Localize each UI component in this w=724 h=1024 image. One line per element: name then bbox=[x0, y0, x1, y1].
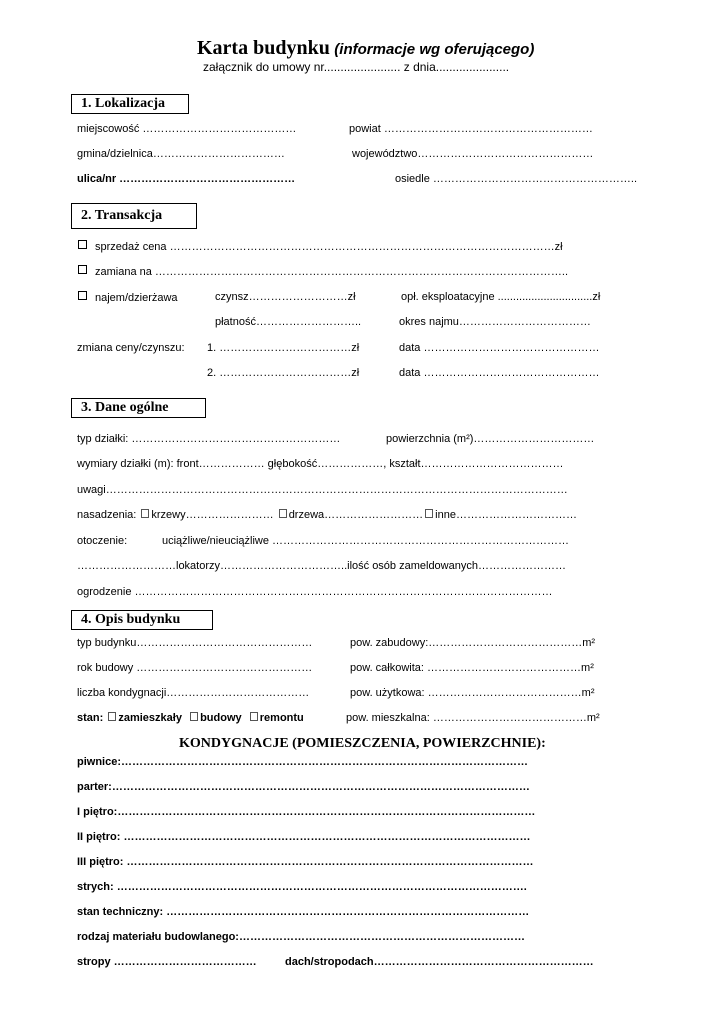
field-ulica[interactable]: ulica/nr ………………………………………… bbox=[77, 173, 296, 185]
field-pow-mieszkalna[interactable]: pow. mieszkalna: ……………………………………m² bbox=[346, 712, 600, 724]
option-sprzedaz-label: sprzedaż cena ……………………………………………………………………………………………zł bbox=[95, 241, 563, 253]
field-zmiana-2[interactable]: 2. ………………………………zł bbox=[207, 367, 360, 379]
field-wojewodztwo[interactable]: województwo………………………………………… bbox=[352, 148, 594, 160]
stan-label: stan: bbox=[77, 712, 104, 724]
field-okres-najmu[interactable]: okres najmu……………………………… bbox=[399, 316, 591, 328]
krzewy-label: krzewy…………………… bbox=[151, 509, 274, 521]
checkbox-inne[interactable] bbox=[425, 509, 433, 518]
field-lokatorzy[interactable]: ………………………lokatorzy……………………………..ilość osób zameldowanych…………………… bbox=[77, 560, 566, 572]
field-strych[interactable]: strych: …………………………………………………………………………………………………. bbox=[77, 881, 527, 893]
checkbox-krzewy[interactable] bbox=[141, 509, 149, 518]
section-dane-ogolne-header: 3. Dane ogólne bbox=[71, 398, 206, 418]
field-zmiana-1[interactable]: 1. ………………………………zł bbox=[207, 342, 360, 354]
field-gmina[interactable]: gmina/dzielnica……………………………… bbox=[77, 148, 285, 160]
field-rok-budowy[interactable]: rok budowy ………………………………………… bbox=[77, 662, 313, 674]
checkbox-remontu[interactable] bbox=[250, 712, 258, 721]
field-osiedle[interactable]: osiedle ……………………………………………….. bbox=[395, 173, 638, 185]
section-transakcja-header: 2. Transakcja bbox=[71, 203, 197, 229]
field-pietro-3[interactable]: III piętro: ………………………………………………………………………………………………… bbox=[77, 856, 534, 868]
field-data-1[interactable]: data ………………………………………… bbox=[399, 342, 600, 354]
field-parter[interactable]: parter:…………………………………………………………………………………………………… bbox=[77, 781, 530, 793]
checkbox-najem[interactable] bbox=[78, 291, 87, 300]
label-zmiana-ceny: zmiana ceny/czynszu: bbox=[77, 342, 185, 354]
field-oplaty[interactable]: opł. eksploatacyjne ...............................zł bbox=[401, 291, 601, 303]
title-note: (informacje wg oferującego) bbox=[334, 41, 535, 58]
field-uwagi[interactable]: uwagi……………………………………………………………………………………………………………… bbox=[77, 484, 568, 496]
budowy-label: budowy bbox=[200, 712, 242, 724]
field-data-2[interactable]: data ………………………………………… bbox=[399, 367, 600, 379]
label-otoczenie: otoczenie: bbox=[77, 535, 128, 547]
field-pow-calkowita[interactable]: pow. całkowita: ……………………………………m² bbox=[350, 662, 594, 674]
option-zamiana-label: zamiana na ………………………………………………………………………………………………….. bbox=[95, 266, 569, 278]
field-platnosc[interactable]: płatność……………………….. bbox=[215, 316, 362, 328]
field-pietro-2[interactable]: II piętro: ………………………………………………………………………………………………… bbox=[77, 831, 531, 843]
field-liczba-kondygnacji[interactable]: liczba kondygnacji………………………………… bbox=[77, 687, 310, 699]
nasadzenia-label: nasadzenia: bbox=[77, 509, 137, 521]
field-stropy[interactable]: stropy ………………………………… bbox=[77, 956, 257, 968]
option-najem-label: najem/dzierżawa bbox=[95, 292, 178, 304]
field-miejscowosc[interactable]: miejscowość …………………………………… bbox=[77, 123, 297, 135]
field-powiat[interactable]: powiat ………………………………………………… bbox=[349, 123, 593, 135]
field-czynsz[interactable]: czynsz………………………zł bbox=[215, 291, 356, 303]
inne-label: inne…………………………… bbox=[435, 509, 577, 521]
section-lokalizacja-header: 1. Lokalizacja bbox=[71, 94, 189, 114]
section-opis-budynku-header: 4. Opis budynku bbox=[71, 610, 213, 630]
field-ogrodzenie[interactable]: ogrodzenie …………………………………………………………………………………………………… bbox=[77, 586, 553, 598]
checkbox-zamieszkaly[interactable] bbox=[108, 712, 116, 721]
field-stan bbox=[77, 712, 304, 724]
field-pietro-1[interactable]: I piętro:…………………………………………………………………………………………………… bbox=[77, 806, 536, 818]
drzewa-label: drzewa……………………… bbox=[288, 509, 424, 521]
option-sprzedaz[interactable] bbox=[78, 240, 563, 253]
kondygnacje-heading: KONDYGNACJE (POMIESZCZENIA, POWIERZCHNIE): bbox=[179, 736, 546, 751]
checkbox-budowy[interactable] bbox=[190, 712, 198, 721]
zamieszkaly-label: zamieszkały bbox=[118, 712, 182, 724]
title-text: Karta budynku bbox=[197, 37, 330, 59]
remontu-label: remontu bbox=[259, 712, 304, 724]
field-typ-dzialki[interactable]: typ działki: ………………………………………………… bbox=[77, 433, 341, 445]
field-pow-zabudowy[interactable]: pow. zabudowy:……………………………………m² bbox=[350, 637, 596, 649]
document-title bbox=[197, 37, 534, 60]
field-wymiary[interactable]: wymiary działki (m): front……………… głębokość………………, kształt………………………………… bbox=[77, 458, 564, 470]
checkbox-zamiana[interactable] bbox=[78, 265, 87, 274]
field-stan-techniczny[interactable]: stan techniczny: ……………………………………………………………………………………… bbox=[77, 906, 530, 918]
field-otoczenie[interactable]: uciążliwe/nieuciążliwe ……………………………………………………………………… bbox=[162, 535, 570, 547]
field-powierzchnia[interactable]: powierzchnia (m²)…………………………… bbox=[386, 433, 595, 445]
checkbox-drzewa[interactable] bbox=[279, 509, 287, 518]
field-pow-uzytkowa[interactable]: pow. użytkowa: ……………………………………m² bbox=[350, 687, 595, 699]
subtitle: załącznik do umowy nr....................... z dnia...................... bbox=[203, 60, 510, 74]
field-material-budowlany[interactable]: rodzaj materiału budowlanego:…………………………………………………………………… bbox=[77, 931, 525, 943]
field-piwnice[interactable]: piwnice:………………………………………………………………………………………………… bbox=[77, 756, 529, 768]
field-nasadzenia bbox=[77, 509, 577, 521]
field-dach[interactable]: dach/stropodach…………………………………………………… bbox=[285, 956, 594, 968]
option-zamiana[interactable] bbox=[78, 265, 568, 278]
option-najem[interactable] bbox=[78, 291, 178, 304]
field-typ-budynku[interactable]: typ budynku………………………………………… bbox=[77, 637, 313, 649]
checkbox-sprzedaz[interactable] bbox=[78, 240, 87, 249]
